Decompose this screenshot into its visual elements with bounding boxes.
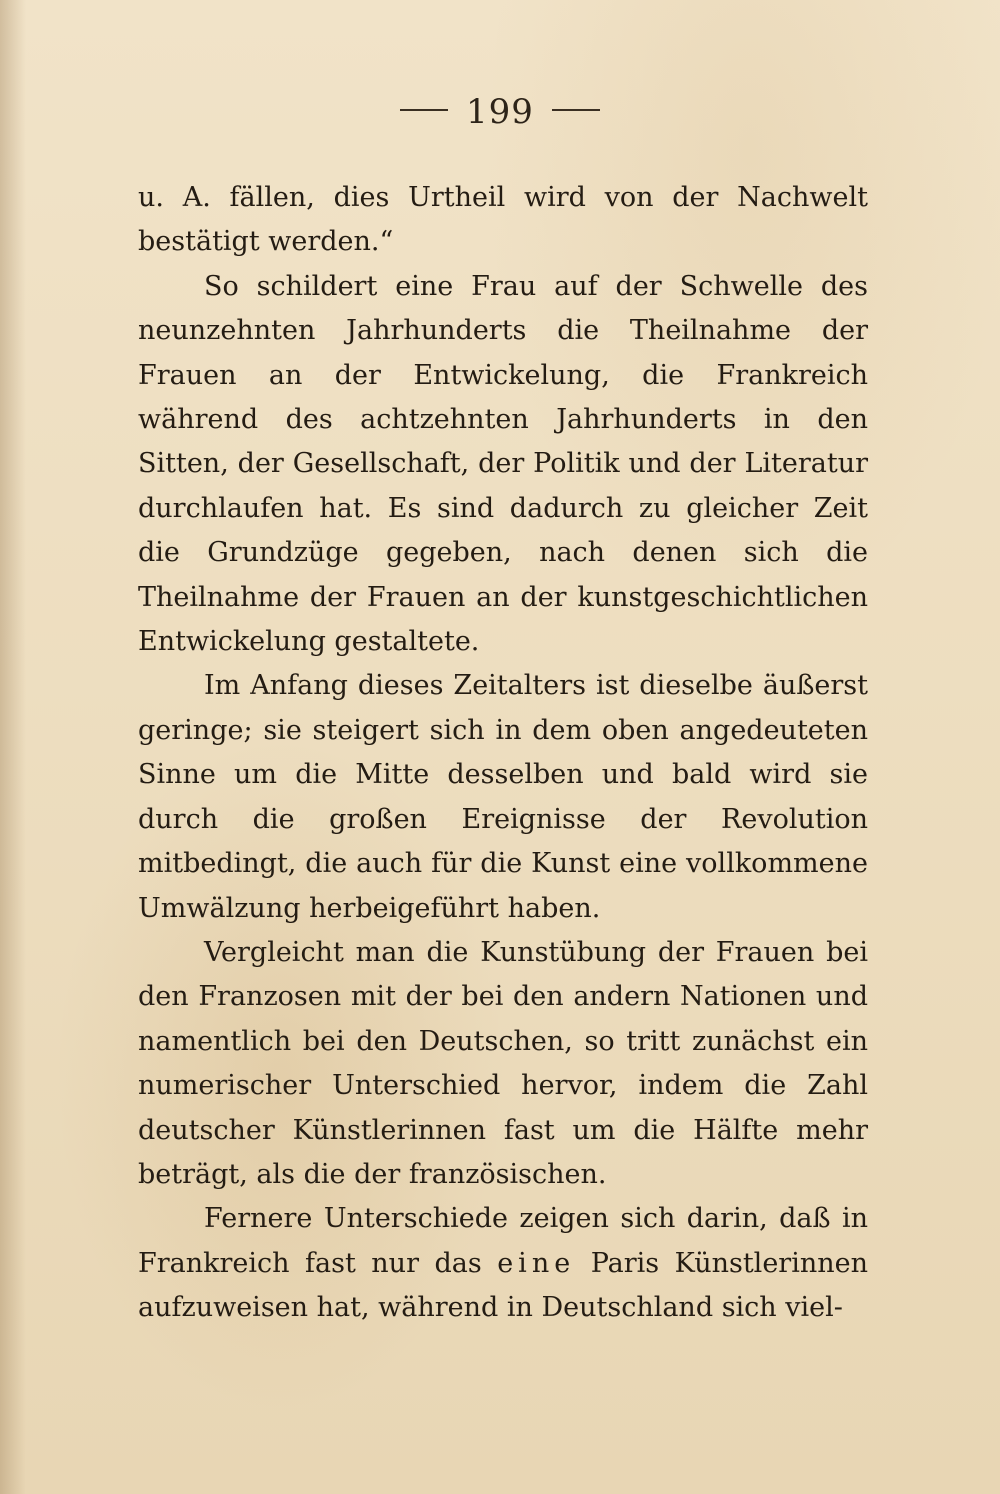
page-header	[0, 92, 1000, 132]
paragraph: So schildert eine Frau auf der Schwelle des neunzehnten Jahrhunderts die Theilnahme der Frauen an der Entwickelung, die Frankreich während des achtzehnten Jahrhunderts in den Sitten, der Gesellschaft, der Politik und der Literatur durchlaufen hat. Es sind dadurch zu gleicher Zeit die Grundzüge gegeben, nach denen sich die Theilnahme der Frauen an der kunstgeschichtlichen Entwickelung gestaltete.	[138, 270, 868, 658]
page-body	[138, 176, 868, 1331]
page-spine-shadow	[0, 0, 26, 1494]
paragraph-text: Fernere Unterschiede zeigen sich darin, daß in Frankreich fast nur das	[138, 1203, 868, 1279]
paragraph: Im Anfang dieses Zeitalters ist dieselbe äußerst geringe; sie steigert sich in dem oben angedeuteten Sinne um die Mitte desselben und bald wird sie durch die großen Ereignisse der Revolution mitbedingt, die auch für die Kunst eine vollkommene Umwälzung herbeigeführt haben.	[138, 670, 868, 924]
paragraph-continued: u. A. fällen, dies Urtheil wird von der Nachwelt bestätigt werden.“	[138, 182, 868, 258]
paragraph-text: Paris Künstlerinnen aufzuweisen hat, während in Deutschland sich viel-	[138, 1247, 868, 1324]
paragraph-last	[138, 1197, 868, 1330]
paragraph: Vergleicht man die Kunstübung der Frauen bei den Franzosen mit der bei den andern Nationen und namentlich bei den Deutschen, so tritt zunächst ein numerischer Unterschied hervor, indem die Zahl deutscher Künstlerinnen fast um die Hälfte mehr beträgt, als die der französischen.	[138, 936, 868, 1190]
header-dash-left	[400, 109, 448, 111]
header-dash-right	[552, 109, 600, 111]
emphasized-word: eine	[497, 1247, 576, 1279]
page-number: 199	[466, 92, 534, 132]
